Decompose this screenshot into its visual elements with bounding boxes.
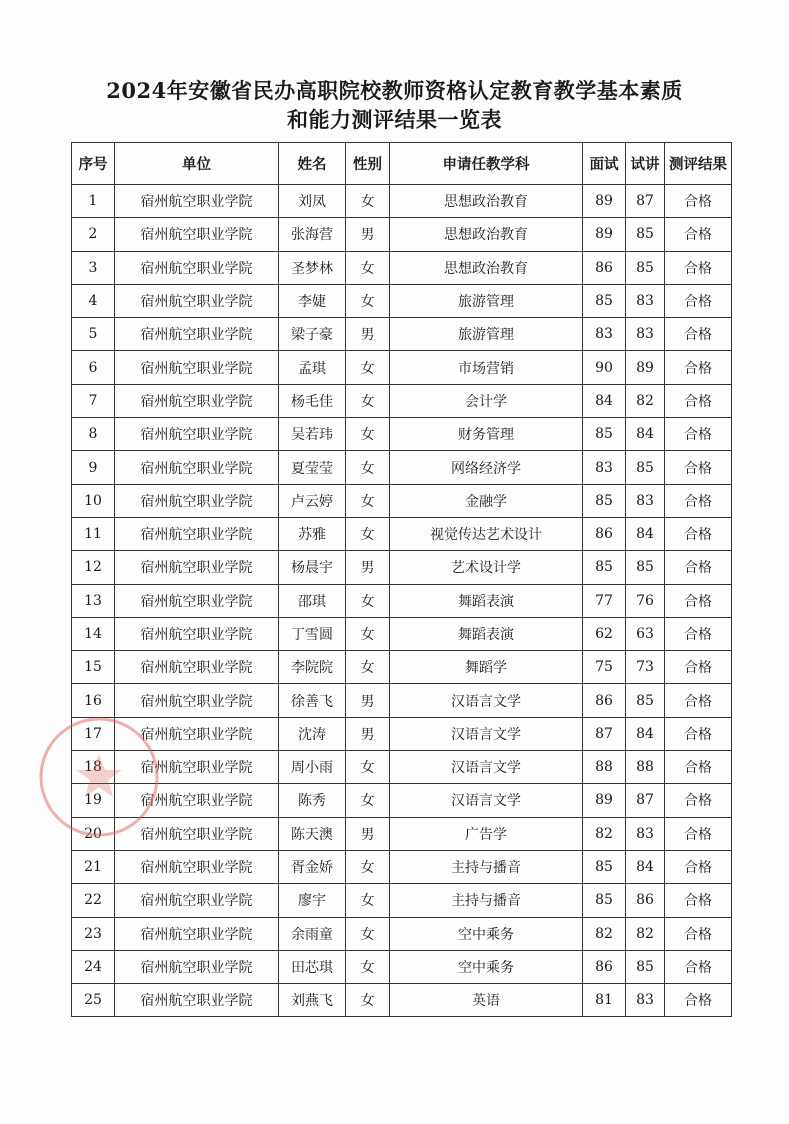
- cell-index: 18: [72, 751, 115, 784]
- cell-interview: 89: [583, 218, 626, 251]
- cell-lecture: 84: [626, 517, 665, 550]
- cell-gender: 女: [346, 651, 390, 684]
- cell-result: 合格: [665, 950, 732, 983]
- cell-index: 13: [72, 584, 115, 617]
- table-row: [72, 284, 732, 317]
- cell-lecture: 85: [626, 251, 665, 284]
- cell-gender: 女: [346, 517, 390, 550]
- header-gender: 性别: [346, 143, 390, 185]
- cell-index: 17: [72, 717, 115, 750]
- cell-interview: 90: [583, 351, 626, 384]
- cell-index: 1: [72, 185, 115, 218]
- cell-lecture: 83: [626, 984, 665, 1017]
- cell-lecture: 83: [626, 817, 665, 850]
- cell-name: 圣梦林: [279, 251, 346, 284]
- table-row: [72, 950, 732, 983]
- cell-lecture: 86: [626, 884, 665, 917]
- cell-index: 7: [72, 384, 115, 417]
- cell-unit: 宿州航空职业学院: [115, 784, 279, 817]
- table-row: [72, 551, 732, 584]
- cell-interview: 86: [583, 517, 626, 550]
- table-row: [72, 484, 732, 517]
- cell-result: 合格: [665, 251, 732, 284]
- cell-gender: 女: [346, 984, 390, 1017]
- cell-interview: 87: [583, 717, 626, 750]
- table-row: [72, 984, 732, 1017]
- table-row: [72, 617, 732, 650]
- cell-result: 合格: [665, 384, 732, 417]
- results-table: [71, 142, 732, 1017]
- cell-unit: 宿州航空职业学院: [115, 451, 279, 484]
- cell-name: 陈秀: [279, 784, 346, 817]
- cell-unit: 宿州航空职业学院: [115, 418, 279, 451]
- header-subject: 申请任教学科: [390, 143, 583, 185]
- table-row: [72, 218, 732, 251]
- cell-result: 合格: [665, 218, 732, 251]
- cell-subject: 网络经济学: [390, 451, 583, 484]
- cell-interview: 85: [583, 850, 626, 883]
- cell-result: 合格: [665, 551, 732, 584]
- table-row: [72, 850, 732, 883]
- cell-interview: 82: [583, 817, 626, 850]
- table-row: [72, 817, 732, 850]
- cell-result: 合格: [665, 651, 732, 684]
- cell-result: 合格: [665, 884, 732, 917]
- cell-subject: 思想政治教育: [390, 185, 583, 218]
- cell-index: 15: [72, 651, 115, 684]
- cell-result: 合格: [665, 185, 732, 218]
- cell-index: 10: [72, 484, 115, 517]
- table-row: [72, 351, 732, 384]
- cell-name: 廖宇: [279, 884, 346, 917]
- cell-unit: 宿州航空职业学院: [115, 351, 279, 384]
- cell-interview: 77: [583, 584, 626, 617]
- cell-gender: 男: [346, 551, 390, 584]
- cell-gender: 女: [346, 251, 390, 284]
- cell-interview: 89: [583, 784, 626, 817]
- header-name: 姓名: [279, 143, 346, 185]
- cell-subject: 会计学: [390, 384, 583, 417]
- cell-result: 合格: [665, 917, 732, 950]
- cell-name: 张海营: [279, 218, 346, 251]
- cell-lecture: 87: [626, 185, 665, 218]
- table-row: [72, 251, 732, 284]
- table-row: [72, 884, 732, 917]
- cell-name: 田芯琪: [279, 950, 346, 983]
- cell-unit: 宿州航空职业学院: [115, 950, 279, 983]
- cell-name: 邵琪: [279, 584, 346, 617]
- cell-result: 合格: [665, 850, 732, 883]
- table-row: [72, 451, 732, 484]
- cell-subject: 舞蹈表演: [390, 617, 583, 650]
- cell-result: 合格: [665, 517, 732, 550]
- cell-lecture: 88: [626, 751, 665, 784]
- cell-gender: 男: [346, 684, 390, 717]
- cell-interview: 86: [583, 950, 626, 983]
- cell-subject: 视觉传达艺术设计: [390, 517, 583, 550]
- cell-subject: 主持与播音: [390, 850, 583, 883]
- cell-gender: 女: [346, 617, 390, 650]
- cell-name: 刘燕飞: [279, 984, 346, 1017]
- cell-name: 周小雨: [279, 751, 346, 784]
- cell-unit: 宿州航空职业学院: [115, 917, 279, 950]
- cell-subject: 汉语言文学: [390, 717, 583, 750]
- cell-index: 2: [72, 218, 115, 251]
- cell-interview: 86: [583, 684, 626, 717]
- cell-index: 22: [72, 884, 115, 917]
- cell-index: 4: [72, 284, 115, 317]
- cell-lecture: 84: [626, 850, 665, 883]
- cell-result: 合格: [665, 451, 732, 484]
- header-row: [72, 143, 732, 185]
- cell-index: 25: [72, 984, 115, 1017]
- cell-result: 合格: [665, 484, 732, 517]
- cell-result: 合格: [665, 318, 732, 351]
- cell-subject: 旅游管理: [390, 318, 583, 351]
- title-line-2: 和能力测评结果一览表: [287, 107, 502, 132]
- cell-interview: 82: [583, 917, 626, 950]
- cell-index: 21: [72, 850, 115, 883]
- cell-name: 孟琪: [279, 351, 346, 384]
- cell-subject: 空中乘务: [390, 917, 583, 950]
- cell-lecture: 85: [626, 684, 665, 717]
- cell-gender: 女: [346, 917, 390, 950]
- cell-interview: 85: [583, 284, 626, 317]
- cell-gender: 男: [346, 218, 390, 251]
- cell-name: 李婕: [279, 284, 346, 317]
- table-row: [72, 517, 732, 550]
- cell-unit: 宿州航空职业学院: [115, 717, 279, 750]
- header-index: 序号: [72, 143, 115, 185]
- cell-lecture: 82: [626, 917, 665, 950]
- table-row: [72, 917, 732, 950]
- cell-subject: 广告学: [390, 817, 583, 850]
- cell-subject: 思想政治教育: [390, 218, 583, 251]
- cell-unit: 宿州航空职业学院: [115, 251, 279, 284]
- cell-interview: 89: [583, 185, 626, 218]
- cell-name: 刘凤: [279, 185, 346, 218]
- cell-interview: 83: [583, 318, 626, 351]
- title-line-1: 2024年安徽省民办高职院校教师资格认定教育教学基本素质: [106, 78, 683, 103]
- cell-unit: 宿州航空职业学院: [115, 517, 279, 550]
- cell-interview: 85: [583, 418, 626, 451]
- table-row: [72, 784, 732, 817]
- cell-lecture: 85: [626, 551, 665, 584]
- table-body: [72, 185, 732, 1017]
- cell-interview: 85: [583, 551, 626, 584]
- cell-interview: 83: [583, 451, 626, 484]
- cell-gender: 女: [346, 850, 390, 883]
- cell-result: 合格: [665, 617, 732, 650]
- cell-unit: 宿州航空职业学院: [115, 984, 279, 1017]
- cell-name: 卢云婷: [279, 484, 346, 517]
- cell-gender: 女: [346, 384, 390, 417]
- cell-result: 合格: [665, 751, 732, 784]
- cell-unit: 宿州航空职业学院: [115, 751, 279, 784]
- cell-unit: 宿州航空职业学院: [115, 817, 279, 850]
- table-row: [72, 717, 732, 750]
- cell-interview: 86: [583, 251, 626, 284]
- cell-lecture: 73: [626, 651, 665, 684]
- cell-result: 合格: [665, 351, 732, 384]
- cell-lecture: 84: [626, 418, 665, 451]
- cell-index: 19: [72, 784, 115, 817]
- cell-unit: 宿州航空职业学院: [115, 617, 279, 650]
- cell-gender: 女: [346, 185, 390, 218]
- cell-gender: 女: [346, 884, 390, 917]
- cell-gender: 女: [346, 950, 390, 983]
- cell-lecture: 85: [626, 451, 665, 484]
- header-result: 测评结果: [665, 143, 732, 185]
- cell-interview: 84: [583, 384, 626, 417]
- table-row: [72, 751, 732, 784]
- cell-result: 合格: [665, 418, 732, 451]
- cell-name: 吴若玮: [279, 418, 346, 451]
- table-row: [72, 185, 732, 218]
- cell-name: 苏雅: [279, 517, 346, 550]
- cell-subject: 舞蹈学: [390, 651, 583, 684]
- cell-interview: 81: [583, 984, 626, 1017]
- cell-unit: 宿州航空职业学院: [115, 684, 279, 717]
- cell-index: 20: [72, 817, 115, 850]
- cell-result: 合格: [665, 284, 732, 317]
- cell-subject: 英语: [390, 984, 583, 1017]
- cell-subject: 金融学: [390, 484, 583, 517]
- cell-subject: 艺术设计学: [390, 551, 583, 584]
- cell-gender: 女: [346, 284, 390, 317]
- cell-unit: 宿州航空职业学院: [115, 850, 279, 883]
- cell-name: 丁雪圆: [279, 617, 346, 650]
- cell-result: 合格: [665, 584, 732, 617]
- cell-unit: 宿州航空职业学院: [115, 584, 279, 617]
- table-row: [72, 418, 732, 451]
- cell-lecture: 84: [626, 717, 665, 750]
- header-unit: 单位: [115, 143, 279, 185]
- cell-interview: 85: [583, 484, 626, 517]
- cell-unit: 宿州航空职业学院: [115, 384, 279, 417]
- cell-index: 23: [72, 917, 115, 950]
- cell-unit: 宿州航空职业学院: [115, 318, 279, 351]
- cell-subject: 汉语言文学: [390, 784, 583, 817]
- cell-name: 杨毛佳: [279, 384, 346, 417]
- cell-name: 胥金娇: [279, 850, 346, 883]
- cell-subject: 主持与播音: [390, 884, 583, 917]
- cell-name: 夏莹莹: [279, 451, 346, 484]
- cell-subject: 汉语言文学: [390, 751, 583, 784]
- cell-interview: 85: [583, 884, 626, 917]
- cell-unit: 宿州航空职业学院: [115, 884, 279, 917]
- cell-subject: 空中乘务: [390, 950, 583, 983]
- cell-gender: 女: [346, 484, 390, 517]
- cell-index: 12: [72, 551, 115, 584]
- document-title: [0, 76, 789, 134]
- table-row: [72, 584, 732, 617]
- cell-result: 合格: [665, 784, 732, 817]
- cell-lecture: 83: [626, 484, 665, 517]
- cell-lecture: 87: [626, 784, 665, 817]
- cell-gender: 女: [346, 351, 390, 384]
- cell-name: 陈天澳: [279, 817, 346, 850]
- cell-unit: 宿州航空职业学院: [115, 484, 279, 517]
- cell-subject: 思想政治教育: [390, 251, 583, 284]
- header-lecture: 试讲: [626, 143, 665, 185]
- cell-unit: 宿州航空职业学院: [115, 551, 279, 584]
- header-interview: 面试: [583, 143, 626, 185]
- cell-lecture: 83: [626, 318, 665, 351]
- cell-subject: 舞蹈表演: [390, 584, 583, 617]
- cell-subject: 市场营销: [390, 351, 583, 384]
- cell-gender: 女: [346, 418, 390, 451]
- cell-lecture: 89: [626, 351, 665, 384]
- cell-result: 合格: [665, 717, 732, 750]
- cell-unit: 宿州航空职业学院: [115, 651, 279, 684]
- cell-index: 8: [72, 418, 115, 451]
- cell-result: 合格: [665, 817, 732, 850]
- cell-gender: 男: [346, 717, 390, 750]
- cell-interview: 75: [583, 651, 626, 684]
- cell-index: 3: [72, 251, 115, 284]
- cell-lecture: 76: [626, 584, 665, 617]
- cell-interview: 88: [583, 751, 626, 784]
- cell-result: 合格: [665, 684, 732, 717]
- cell-gender: 男: [346, 318, 390, 351]
- cell-name: 余雨童: [279, 917, 346, 950]
- table-row: [72, 684, 732, 717]
- cell-gender: 女: [346, 784, 390, 817]
- cell-index: 16: [72, 684, 115, 717]
- cell-result: 合格: [665, 984, 732, 1017]
- cell-index: 9: [72, 451, 115, 484]
- cell-gender: 女: [346, 751, 390, 784]
- cell-index: 11: [72, 517, 115, 550]
- cell-lecture: 82: [626, 384, 665, 417]
- cell-lecture: 85: [626, 218, 665, 251]
- cell-unit: 宿州航空职业学院: [115, 284, 279, 317]
- cell-name: 沈涛: [279, 717, 346, 750]
- cell-gender: 男: [346, 817, 390, 850]
- cell-name: 徐善飞: [279, 684, 346, 717]
- cell-lecture: 85: [626, 950, 665, 983]
- cell-subject: 旅游管理: [390, 284, 583, 317]
- cell-index: 6: [72, 351, 115, 384]
- cell-unit: 宿州航空职业学院: [115, 218, 279, 251]
- table-row: [72, 318, 732, 351]
- cell-unit: 宿州航空职业学院: [115, 185, 279, 218]
- cell-name: 杨晨宇: [279, 551, 346, 584]
- cell-subject: 财务管理: [390, 418, 583, 451]
- table-row: [72, 384, 732, 417]
- table-row: [72, 651, 732, 684]
- cell-index: 14: [72, 617, 115, 650]
- cell-interview: 62: [583, 617, 626, 650]
- cell-gender: 女: [346, 584, 390, 617]
- cell-name: 李院院: [279, 651, 346, 684]
- cell-index: 5: [72, 318, 115, 351]
- cell-gender: 女: [346, 451, 390, 484]
- cell-name: 梁子豪: [279, 318, 346, 351]
- cell-lecture: 83: [626, 284, 665, 317]
- cell-lecture: 63: [626, 617, 665, 650]
- cell-index: 24: [72, 950, 115, 983]
- cell-subject: 汉语言文学: [390, 684, 583, 717]
